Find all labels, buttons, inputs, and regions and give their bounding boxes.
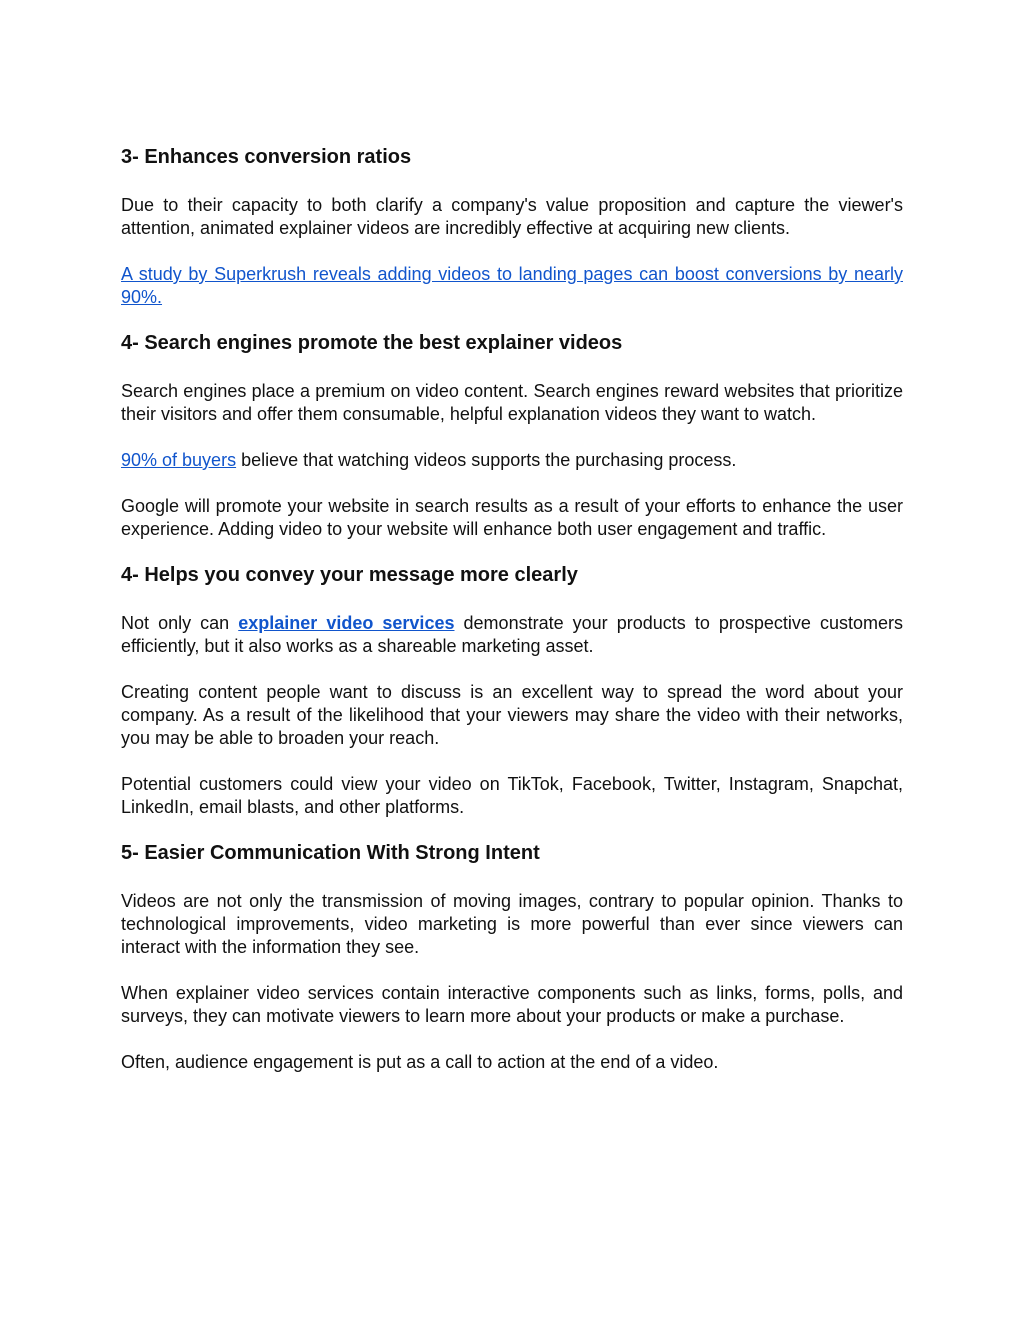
heading-search-engines: 4- Search engines promote the best explainer videos [121,332,623,354]
explainer-text-rest: demonstrate your products to prospective customers efficiently, but it also works as a shareable marketing asset. [121,613,904,656]
document-page [121,144,903,1074]
paragraph-superkrush-study [121,263,903,309]
paragraph-google-promote: Google will promote your website in search results as a result of your efforts to enhance the user experience. Adding video to your website will enhance both user engagement and traffic. [121,496,903,539]
heading-easier-communication: 5- Easier Communication With Strong Intent [121,842,540,864]
explainer-video-services-link[interactable]: explainer video services [238,613,455,633]
explainer-text-start: Not only can [121,613,239,633]
buyers-stat-link[interactable]: 90% of buyers [121,450,237,470]
paragraph-content-discussion: Creating content people want to discuss is an excellent way to spread the word about your company. As a result of the likelihood that your viewers may share the video with their networks, you may be able to broaden your reach. [121,682,903,748]
buyers-stat-text: believe that watching videos supports the purchasing process. [236,450,737,470]
superkrush-study-link[interactable]: A study by Superkrush reveals adding videos to landing pages can boost conversions by nearly 90%. [121,264,903,307]
paragraph-conversion-intro: Due to their capacity to both clarify a company's value proposition and capture the viewer's attention, animated explainer videos are incredibly effective at acquiring new clients. [121,195,903,238]
paragraph-interactive-components: When explainer video services contain interactive components such as links, forms, polls, and surveys, they can motivate viewers to learn more about your products or make a purchase. [121,983,903,1026]
heading-convey-message: 4- Helps you convey your message more clearly [121,564,578,586]
heading-enhances-conversion: 3- Enhances conversion ratios [121,146,412,168]
paragraph-explainer-services [121,612,903,658]
paragraph-buyers-stat [121,449,903,472]
paragraph-moving-images: Videos are not only the transmission of moving images, contrary to popular opinion. Thanks to technological improvements, video marketing is more powerful than ever since viewers can interact with the information they see. [121,891,903,957]
paragraph-call-to-action: Often, audience engagement is put as a call to action at the end of a video. [121,1052,719,1072]
paragraph-platforms: Potential customers could view your video on TikTok, Facebook, Twitter, Instagram, Snapchat, LinkedIn, email blasts, and other platforms. [121,774,903,817]
paragraph-search-engines: Search engines place a premium on video content. Search engines reward websites that prioritize their visitors and offer them consumable, helpful explanation videos they want to watch. [121,381,903,424]
